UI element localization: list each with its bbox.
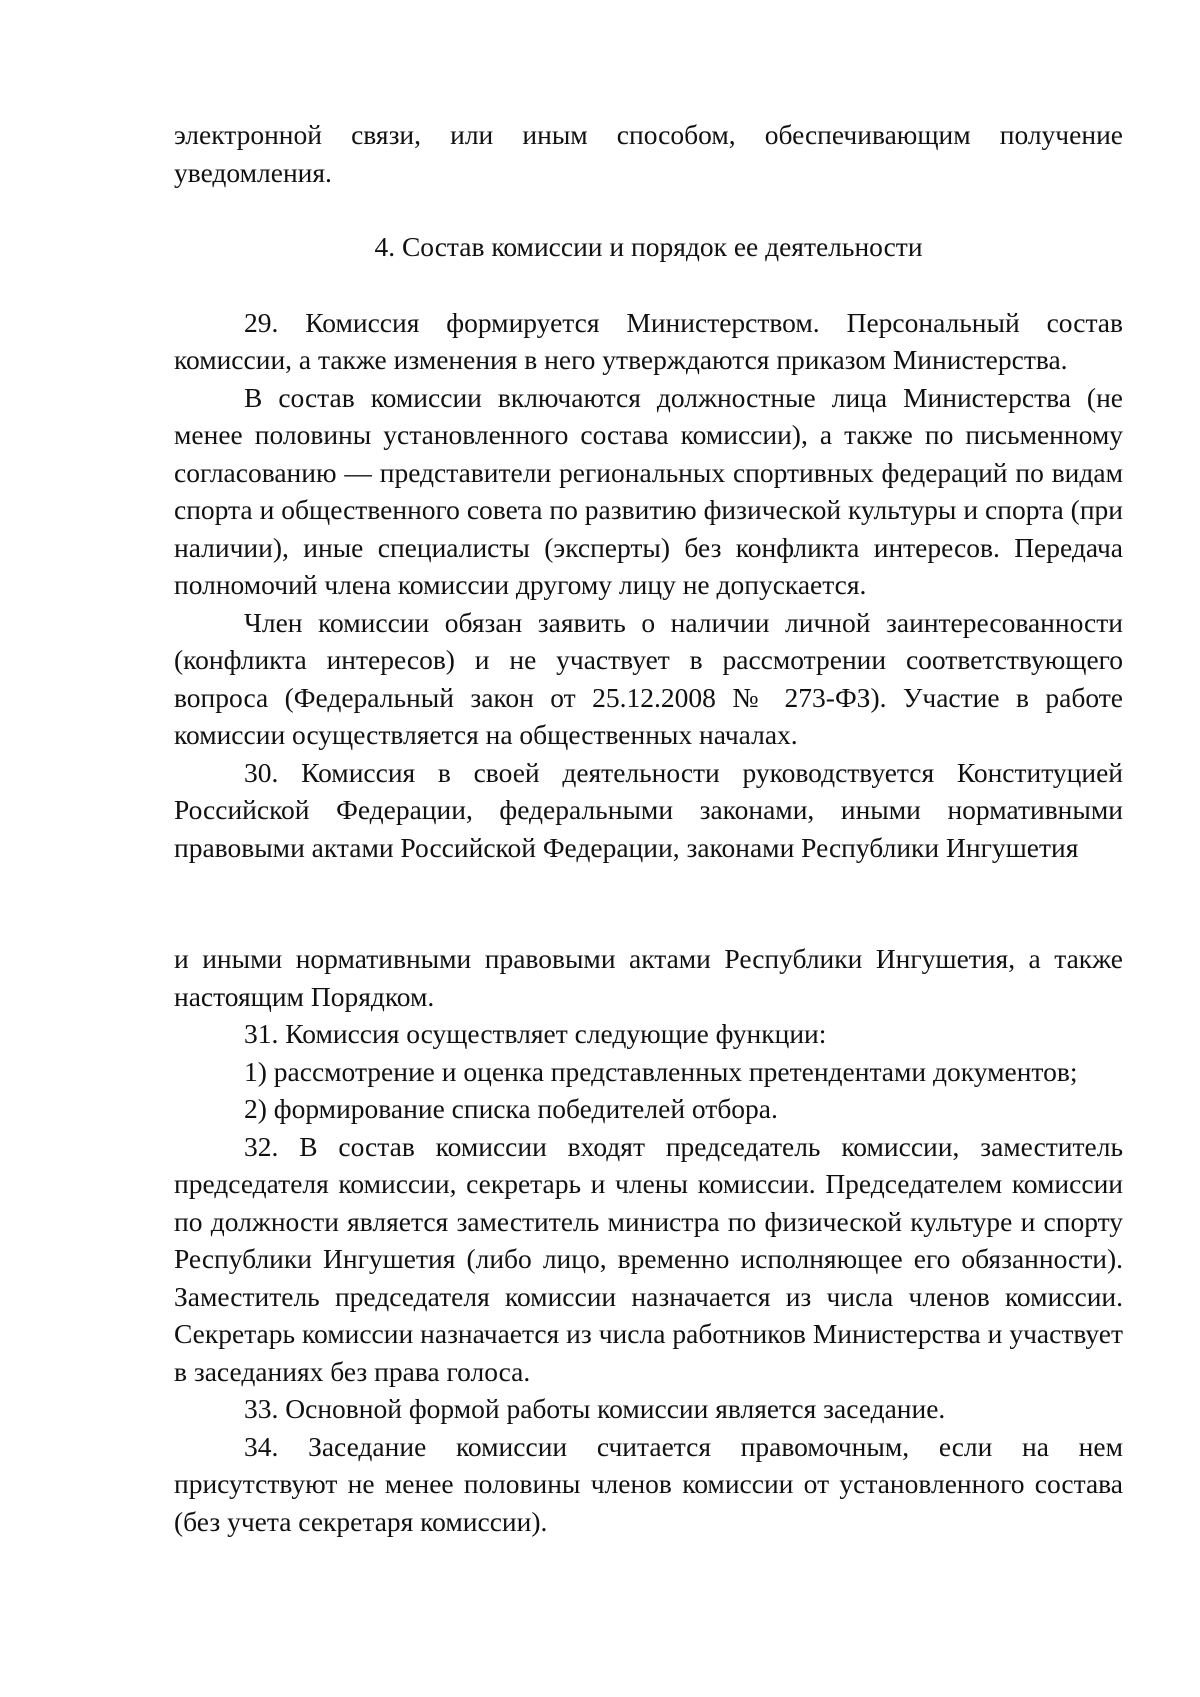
- paragraph-30-continuation: и иными нормативными правовыми актами Республики Ингушетия, а также настоящим Порядком.: [174, 943, 1123, 1012]
- text-block-top: [174, 116, 1123, 866]
- paragraph-33: 33. Основной формой работы комиссии является заседание.: [244, 1393, 946, 1424]
- list-item-2: 2) формирование списка победителей отбора.: [244, 1093, 778, 1124]
- continuation-paragraph: электронной связи, или иным способом, обеспечивающим получение уведомления.: [174, 119, 1123, 188]
- text-block-bottom: [174, 940, 1123, 1540]
- paragraph-commission-composition: В состав комиссии включаются должностные лица Министерства (не менее половины установленного состава комиссии), а также по письменному согласованию — представители региональных спортивных федераций по видам спорта и общественного совета по развитию физической культуры и спорта (при наличии), иные специалисты (эксперты) без конфликта интересов. Передача полномочий члена комиссии другому лицу не допускается.: [174, 381, 1123, 600]
- paragraph-conflict-of-interest: Член комиссии обязан заявить о наличии личной заинтересованности (конфликта интересов) и не участвует в рассмотрении соответствующего вопроса (Федеральный закон от 25.12.2008 № 273-ФЗ). Участие в работе комиссии осуществляется на общественных началах.: [174, 606, 1123, 750]
- section-title: 4. Состав комиссии и порядок ее деятельности: [374, 231, 923, 262]
- paragraph-31: 31. Комиссия осуществляет следующие функции:: [244, 1018, 827, 1049]
- paragraph-34: 34. Заседание комиссии считается правомочным, если на нем присутствуют не менее половины членов комиссии от установленного состава (без учета секретаря комиссии).: [174, 1430, 1123, 1537]
- paragraph-29: 29. Комиссия формируется Министерством. Персональный состав комиссии, а также изменения в него утверждаются приказом Министерства.: [174, 306, 1123, 375]
- paragraph-30: 30. Комиссия в своей деятельности руководствуется Конституцией Российской Федерации, федеральными законами, иными нормативными правовыми актами Российской Федерации, законами Республики Ингушетия: [174, 756, 1123, 863]
- list-item-1: 1) рассмотрение и оценка представленных претендентами документов;: [244, 1055, 1078, 1087]
- paragraph-32: 32. В состав комиссии входят председатель комиссии, заместитель председателя комиссии, секретарь и члены комиссии. Председателем комиссии по должности является заместитель министра по физической культуре и спорту Республики Ингушетия (либо лицо, временно исполняющее его обязанности). Заместитель председателя комиссии назначается из числа членов комиссии. Секретарь комиссии назначается из числа работников Министерства и участвует в заседаниях без права голоса.: [174, 1130, 1123, 1387]
